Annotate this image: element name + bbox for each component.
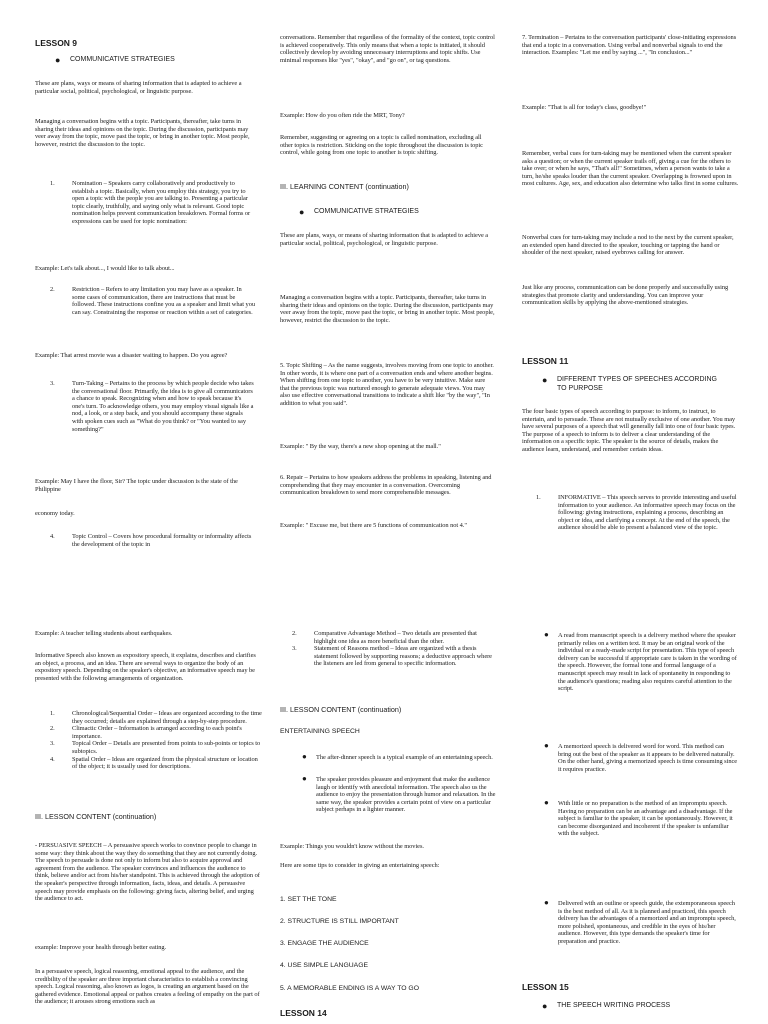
paragraph-tips-intro: Here are some tips to consider in giving an entertaining speech: <box>280 862 440 869</box>
lesson-9-heading: LESSON 9 <box>35 38 78 48</box>
bullet-text: With little or no preparation is the method of an impromptu speech. Having no preparation can be an advantage and a disadvantage. If the subject is familiar to the speaker, it can be spontaneously. However, it can become disorganized and incoherent if the speaker is unfamiliar with the subject. <box>558 800 733 838</box>
list-number: 1. <box>50 180 55 187</box>
paragraph-managing-2: Managing a conversation begins with a topic. Participants, thereafter, take turns in sharing their ideas and opinions on the topic. During the discussion, participants may veer away from the topic, move past the topic, or bring in another topic. Most people, however, restrict the discussion to the topic. <box>280 294 495 324</box>
bullet-icon: ● <box>302 752 307 761</box>
paragraph-verbal-cues: Remember, verbal cues for turn-taking may be mentioned when the current speaker asks a question; or when the current speaker trails off, giving a cue for the others to take over; or when he says, "That's all!" Sometimes, when a person wants to take a turn, he/she speaks louder than the current speaker. Overlapping is frowned upon in most cultures. Age, sex, and education also determine who talks first in some cultures. <box>522 150 739 188</box>
list-text: Statement of Reasons method – Ideas are organized with a thesis statement followed by supporting reasons; a deductive approach where the listeners are led from general to specific information. <box>314 645 492 668</box>
example-restriction: Example: That arrest movie was a disaster waiting to happen. Do you agree? <box>35 352 228 359</box>
bullet-impromptu <box>544 798 738 838</box>
example-termination: Example: "That is all for today's class, goodbye!" <box>522 104 647 111</box>
example-earthquakes: Example: A teacher telling students about earthquakes. <box>35 630 173 637</box>
heading-text: THE SPEECH WRITING PROCESS <box>557 1002 671 1009</box>
list-number: 2. <box>292 630 297 637</box>
bullet-heading-strategies <box>55 55 250 65</box>
tip-ending: 5. A MEMORABLE ENDING IS A WAY TO GO <box>280 985 419 992</box>
bullet-icon: ● <box>542 1001 548 1011</box>
method-list <box>292 630 494 668</box>
paragraph-topic-shifting: 5. Topic Shifting – As the name suggests, involves moving from one topic to another. In other words, it is where one part of a conversation ends and where another begins. When shifting from one topic to another, you have to be very intuitive. Make sure that the previous topic was nurtured enough to generate adequate views. You may also use effective conversational transitions to indicate a shift like "by the way", "In addition to what you said". <box>280 362 494 407</box>
list-item-topic-control <box>50 533 255 548</box>
section-heading-learning: III. LEARNING CONTENT (continuation) <box>280 182 409 191</box>
list-item-informative <box>536 494 738 532</box>
bullet-heading-writing <box>542 1001 737 1011</box>
bullet-extemporaneous <box>544 898 738 946</box>
list-number: 1. <box>536 494 541 501</box>
bullet-icon: ● <box>55 55 61 65</box>
list-item <box>292 630 494 645</box>
bullet-text: A read from manuscript speech is a delivery method where the speaker primarily relies on a written text. It may be an original work of the individual or a ready-made script for presentation. This type of speech delivery can be successful if appropriate care is taken in the wording of the speech. However, the formal tone and formal language of a manuscript speech may result in lack of spontaneity in responding to the audience's questions; reading also requires careful attention to the script. <box>558 632 737 693</box>
paragraph-intro: These are plans, ways or means of sharing information that is adapted to achieve a particular social, political, psychological, or linguistic purpose. <box>35 80 242 95</box>
bullet-after-dinner <box>302 752 496 762</box>
list-number: 2. <box>50 725 55 733</box>
bullet-icon: ● <box>544 741 549 750</box>
list-text: Topical Order – Details are presented from points to sub-points or topics to subtopics. <box>72 740 261 755</box>
list-text: Chronological/Sequential Order – Ideas are organized according to the time they occurred; details are explained through a step-by-step procedure. <box>72 710 262 725</box>
paragraph-informative: Informative Speech also known as expository speech, it explains, describes and clarifies an object, a process, and an idea. There are several ways to organize the body of an expository speech. Depending on the speaker's objective, an informative speech may be presented with the following arrangements of organization. <box>35 652 256 682</box>
tip-language: 4. USE SIMPLE LANGUAGE <box>280 962 369 969</box>
list-item-turn-taking <box>50 380 255 433</box>
tip-structure: 2. STRUCTURE IS STILL IMPORTANT <box>280 918 399 925</box>
bullet-heading-strategies-2 <box>299 207 494 217</box>
bullet-heading-types <box>542 375 717 393</box>
list-text: Nomination – Speakers carry collaboratively and productively to establish a topic. Basically, when you employ this strategy, you try to open a topic with the people you are talking to. Presenting a particular topic clearly, truthfully, and saying only what is relevant. Good topic nomination helps prevent communication breakdown. Formal forms or expressions can be used for topic nomination: <box>72 180 251 225</box>
heading-text: COMMUNICATIVE STRATEGIES <box>70 56 175 63</box>
example-nomination: Example: Let's talk about..., I would like to talk about... <box>35 265 175 272</box>
list-item <box>292 645 494 668</box>
list-number: 2. <box>50 286 55 293</box>
example-topic-shifting: Example: " By the way, there's a new shop opening at the mall." <box>280 443 441 450</box>
tip-set-tone: 1. SET THE TONE <box>280 896 337 903</box>
bullet-icon: ● <box>544 630 549 639</box>
lesson-15-heading: LESSON 15 <box>522 982 569 992</box>
list-text: Spatial Order – Ideas are organized from the physical structure or location of the object; it is usually used for descriptions. <box>72 755 258 771</box>
section-heading-lesson-2: III. LESSON CONTENT (continuation) <box>280 705 402 714</box>
list-item <box>50 755 262 771</box>
bullet-memorized <box>544 741 738 773</box>
list-number: 1. <box>50 710 55 717</box>
list-number: 3. <box>50 380 55 387</box>
bullet-icon: ● <box>302 774 307 783</box>
list-item-restriction <box>50 286 255 316</box>
example-topic-control: Example: How do you often ride the MRT, Tony? <box>280 112 405 119</box>
bullet-icon: ● <box>544 798 549 807</box>
list-item-nomination <box>50 180 255 226</box>
lesson-14-heading: LESSON 14 <box>280 1008 327 1018</box>
list-number: 3. <box>292 645 297 653</box>
list-item <box>50 710 262 725</box>
list-text: Turn-Taking – Pertains to the process by which people decide who takes the conversational floor. Primarily, the idea is to give all communicators a chance to speak. Recognizing when and how to speak because it's one's turn. To acknowledge others, you may employ visual signals like a nod, a look, or a step back, and you should accompany these signals with spoken cues such as "What do you think? or "You wanted to say something?" <box>72 380 254 433</box>
list-text: Restriction – Refers to any limitation you may have as a speaker. In some cases of communication, there are instructions that must be followed. These instructions confine you as a speaker and limit what you can say. Constraining the response or reaction within a set of categories. <box>72 286 255 316</box>
paragraph-four-types: The four basic types of speech according to purpose: to inform, to instruct, to entertain, and to persuade. These are not mutually exclusive of one another. You may have several purposes of a speech that will generally fall into one of four basic types. The purpose of a speech to inform is to deliver a clear understanding of the information on a specific topic. The speaker is the source of details, makes the audience learn, understand, and remember certain ideas. <box>522 408 736 453</box>
bullet-manuscript <box>544 630 738 693</box>
bullet-text: Delivered with an outline or speech guide, the extemporaneous speech is the best method of all. As it is planned and practiced, this speech delivery has the advantages of a memorized and an impromptu speech, more polished, spontaneous, and credible in the eyes of his/her audience. However, this type demands the speaker's time for preparation and practice. <box>558 900 736 945</box>
bullet-icon: ● <box>299 207 305 217</box>
heading-text: DIFFERENT TYPES OF SPEECHES ACCORDING TO PURPOSE <box>557 376 717 392</box>
paragraph-persuasive: - PERSUASIVE SPEECH – A persuasive speech works to convince people to change in some way: they think about the way they do something that they are not currently doing. The speech to persuade is done not only to inform but also to acquire approval and agreement from the audience. The speaker convinces and influences the audience to think, believe and/or act from his/her standpoint. This is achieved through the adoption of the speaker's perspective through information, facts, ideas, and details. A persuasive speech may provide emphasis on the following: giving facts, altering belief, and urging the audience to act. <box>35 842 260 903</box>
paragraph-persuasive-qualities: In a persuasive speech, logical reasoning, emotional appeal to the audience, and the credibility of the speaker are three important characteristics to establish a convincing speech. Logical reasoning, also known as logos, is creating an argument based on the gathered evidence. Emotional appeal or pathos creates a feeling of empathy on the part of the audience; it arouses strong emotions such as <box>35 968 260 1006</box>
list-number: 4. <box>50 533 55 540</box>
list-number: 3. <box>50 740 55 748</box>
section-heading-lesson: III. LESSON CONTENT (continuation) <box>35 812 157 821</box>
list-item <box>50 740 262 755</box>
example-turn-taking: Example: May I have the floor, Sir? The topic under discussion is the state of the Philippine <box>35 478 238 493</box>
list-text: Comparative Advantage Method – Two details are presented that highlight one idea as more beneficial than the other. <box>314 630 477 645</box>
list-number: 4. <box>50 755 55 763</box>
bullet-icon: ● <box>542 375 548 385</box>
list-text: Topic Control – Covers how procedural formality or informality affects the development of the topic in <box>72 533 252 548</box>
list-item <box>50 725 262 740</box>
entertaining-speech-heading: ENTERTAINING SPEECH <box>280 728 360 735</box>
example-health: example: Improve your health through better eating. <box>35 944 167 951</box>
paragraph-nonverbal-cues: Nonverbal cues for turn-taking may include a nod to the next by the current speaker, an extended open hand directed to the speaker, touching or tapping the hand or shoulder of the next speaker, raised eyebrows calling for answer. <box>522 234 734 257</box>
bullet-text: A memorized speech is delivered word for word. This method can bring out the best of the speaker as it appears to be delivered naturally. On the other hand, giving a memorized speech is time consuming since it requires practice. <box>558 743 738 773</box>
list-text: INFORMATIVE – This speech serves to provide interesting and useful information to your audience. An informative speech may focus on the following: giving instructions, explaining a process, describing an object or idea, and clarifying a concept. At the end of the speech, the audience should be able to present a balanced view of the topic. <box>558 494 737 532</box>
example-repair: Example: " Excuse me, but there are 5 functions of communication not 4." <box>280 522 467 529</box>
tip-engage: 3. ENGAGE THE AUDIENCE <box>280 940 369 947</box>
lesson-11-heading: LESSON 11 <box>522 356 569 366</box>
paragraph-termination: 7. Termination – Pertains to the conversation participants' close-initiating expressions that end a topic in a conversation. Using verbal and nonverbal signals to end the interaction. Examples: "Let me end by saying ...", "In conclusion..." <box>522 34 737 57</box>
example-turn-taking-cont: economy today. <box>35 510 75 517</box>
list-text: Climactic Order – Information is arranged according to each point's importance. <box>72 725 242 740</box>
bullet-icon: ● <box>544 898 549 907</box>
bullet-text: The speaker provides pleasure and enjoyment that make the audience laugh or identify with anecdotal information. The speech also us the audience to enjoy the presentation through humor and relaxation. In the same way, the speaker provides a certain point of view on a particular subject perhaps in a lighter manner. <box>316 776 496 814</box>
paragraph-repair: 6. Repair – Pertains to how speakers address the problems in speaking, listening and comprehending that they may encounter in a conversation. Overcoming communication breakdown to send more comprehensible messages. <box>280 474 492 497</box>
paragraph-remember: Remember, suggesting or agreeing on a topic is called nomination, excluding all other topics is restriction. Sticking on the topic throughout the discussion is topic control, while going from one topic to another is topic shifting. <box>280 134 483 157</box>
organization-list <box>50 710 262 771</box>
paragraph-process: Just like any process, communication can be done properly and successfully using strategies that promote clarity and understanding. You can improve your communication skills by applying the above-mentioned strategies. <box>522 284 729 307</box>
example-movies: Example: Things you wouldn't know without the movies. <box>280 843 424 850</box>
paragraph-topic-control-cont: conversations. Remember that regardless of the formality of the context, topic control is achieved cooperatively. This only means that when a topic is initiated, it should collectively develop by avoiding unnecessary interruptions and topic shifts. Use minimal responses like "yes", "okay", and "go on", or tag questions. <box>280 34 495 64</box>
bullet-text: The after-dinner speech is a typical example of an entertaining speech. <box>316 754 493 761</box>
bullet-pleasure <box>302 774 496 814</box>
paragraph-managing: Managing a conversation begins with a topic. Participants, thereafter, take turns in sharing their ideas and opinions on the topic. During the discussion, participants may veer away from the topic, move past the topic, or bring in another topic. Most people, however, restrict the discussion to the topic. <box>35 118 250 148</box>
heading-text: COMMUNICATIVE STRATEGIES <box>314 208 419 215</box>
paragraph-intro-2: These are plans, ways, or means of sharing information that is adapted to achieve a particular social, political, psychological, or linguistic purpose. <box>280 232 489 247</box>
